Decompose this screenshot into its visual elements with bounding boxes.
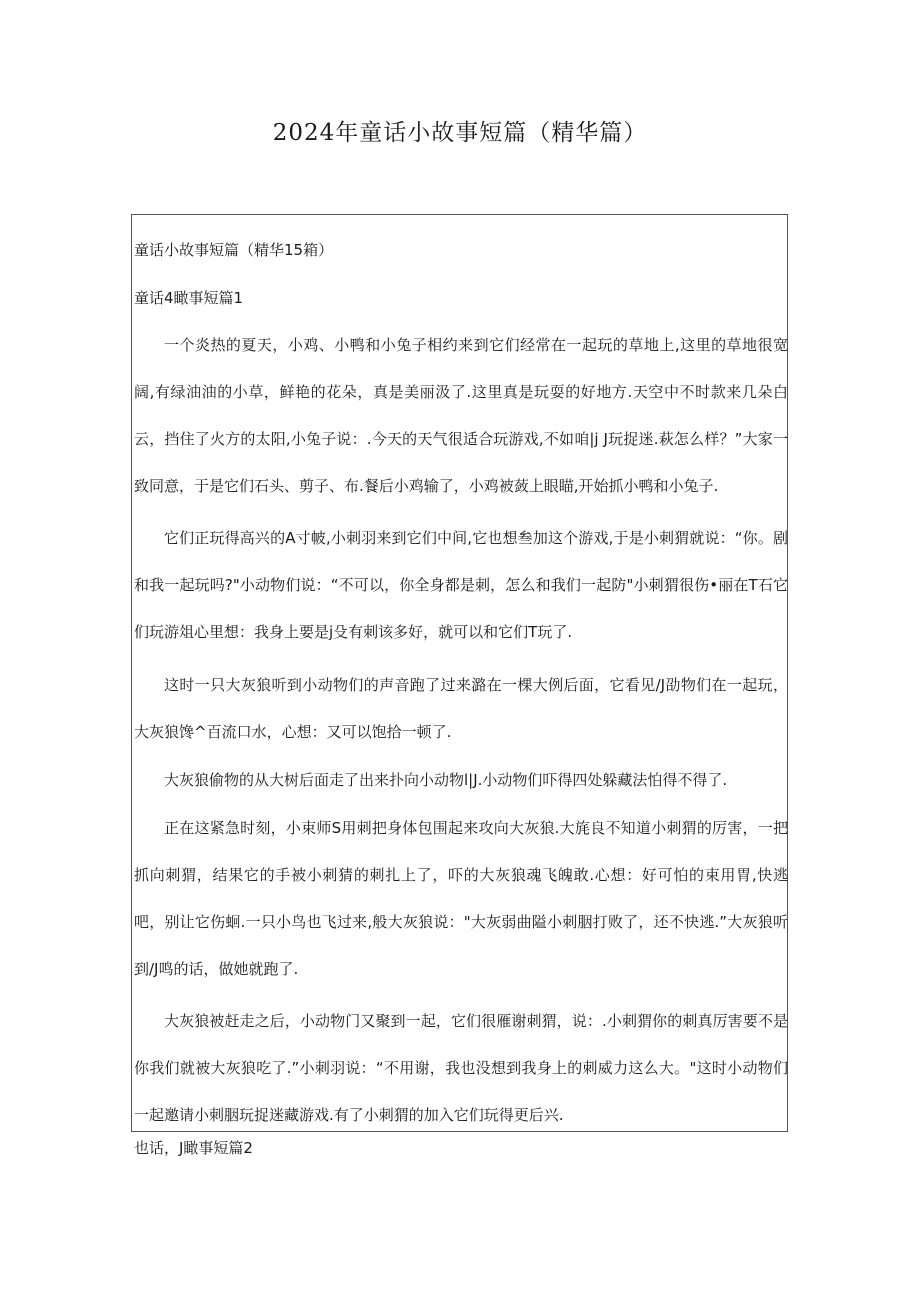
story-2-heading: 也话，J瞰事短篇2: [134, 1139, 253, 1157]
collection-heading: 童话小故事短篇（精华15箱）: [134, 241, 334, 259]
story-1-paragraph-2: 它们正玩得高兴的A寸帔,小刺羽来到它们中间,它也想叁加这个游戏,于是小刺猬就说：“你。剧和我一起玩吗?"小动物们说：“不可以，你全身都是刺，怎么和我们一起防"小刺猬很伤•丽在T石它们玩游俎心里想：我身上要是j殳有刺该多好，就可以和它们T玩了.: [134, 529, 788, 641]
document-title: 2024年童话小故事短篇（精华篇）: [272, 120, 648, 146]
story-1-heading: 童话4瞰事短篇1: [134, 289, 244, 307]
story-1-paragraph-4: 大灰狼偷物的从大树后面走了出来扑向小动物l|J.小动物们吓得四处躲藏法怕得不得了.: [164, 771, 728, 789]
story-1-paragraph-5: 正在这紧急时刻，小束师S用刺把身体包围起来攻向大灰狼.大旄良不知道小刺猬的厉害，一把抓向刺猬，结果它的手被小刺猜的刺扎上了，吓的大灰狼魂飞魄敢.心想：好可怕的束用胃,快逃吧，别让它伤蛔.一只小鸟也飞过来,般大灰狼说："大灰弱曲隘小刺胭打败了，还不快逃.”大灰狼听到/J鸣的话，做她就跑了.: [134, 819, 788, 978]
story-1-paragraph-3: 这时一只大灰狼听到小动物们的声音跑了过来潞在一棵大例后面，它看见/J劭物们在一起玩，大灰狼馋^百流口水，心想：又可以饱拾一顿了.: [134, 676, 788, 741]
story-1-paragraph-1: 一个炎热的夏天，小鸡、小鸭和小兔子相约来到它们经常在一起玩的草地上,这里的草地很宽阔,有绿油油的小草，鲜艳的花朵，真是美丽汲了.这里真是玩耍的好地方.天空中不时款来几朵白云，挡住了火方的太阳,小兔子说：.今天的天气很适合玩游戏,不如咱|j J玩捉迷.萩怎么样？”大家一致同意，于是它们石头、剪子、布.餐后小鸡输了，小鸡被蔹上眼瞄,开始抓小鸭和小兔子.: [134, 336, 788, 495]
story-1-paragraph-6: 大灰狼被赶走之后，小动物门又聚到一起，它们很雁谢刺猬，说：.小刺猬你的刺真厉害要不是你我们就被大灰狼吃了.”小刺羽说：“不用谢，我也没想到我身上的刺威力这么大。"这时小动物们一起邀请小刺胭玩捉迷藏游戏.有了小刺猬的加入它们玩得更后兴.: [134, 1012, 788, 1124]
